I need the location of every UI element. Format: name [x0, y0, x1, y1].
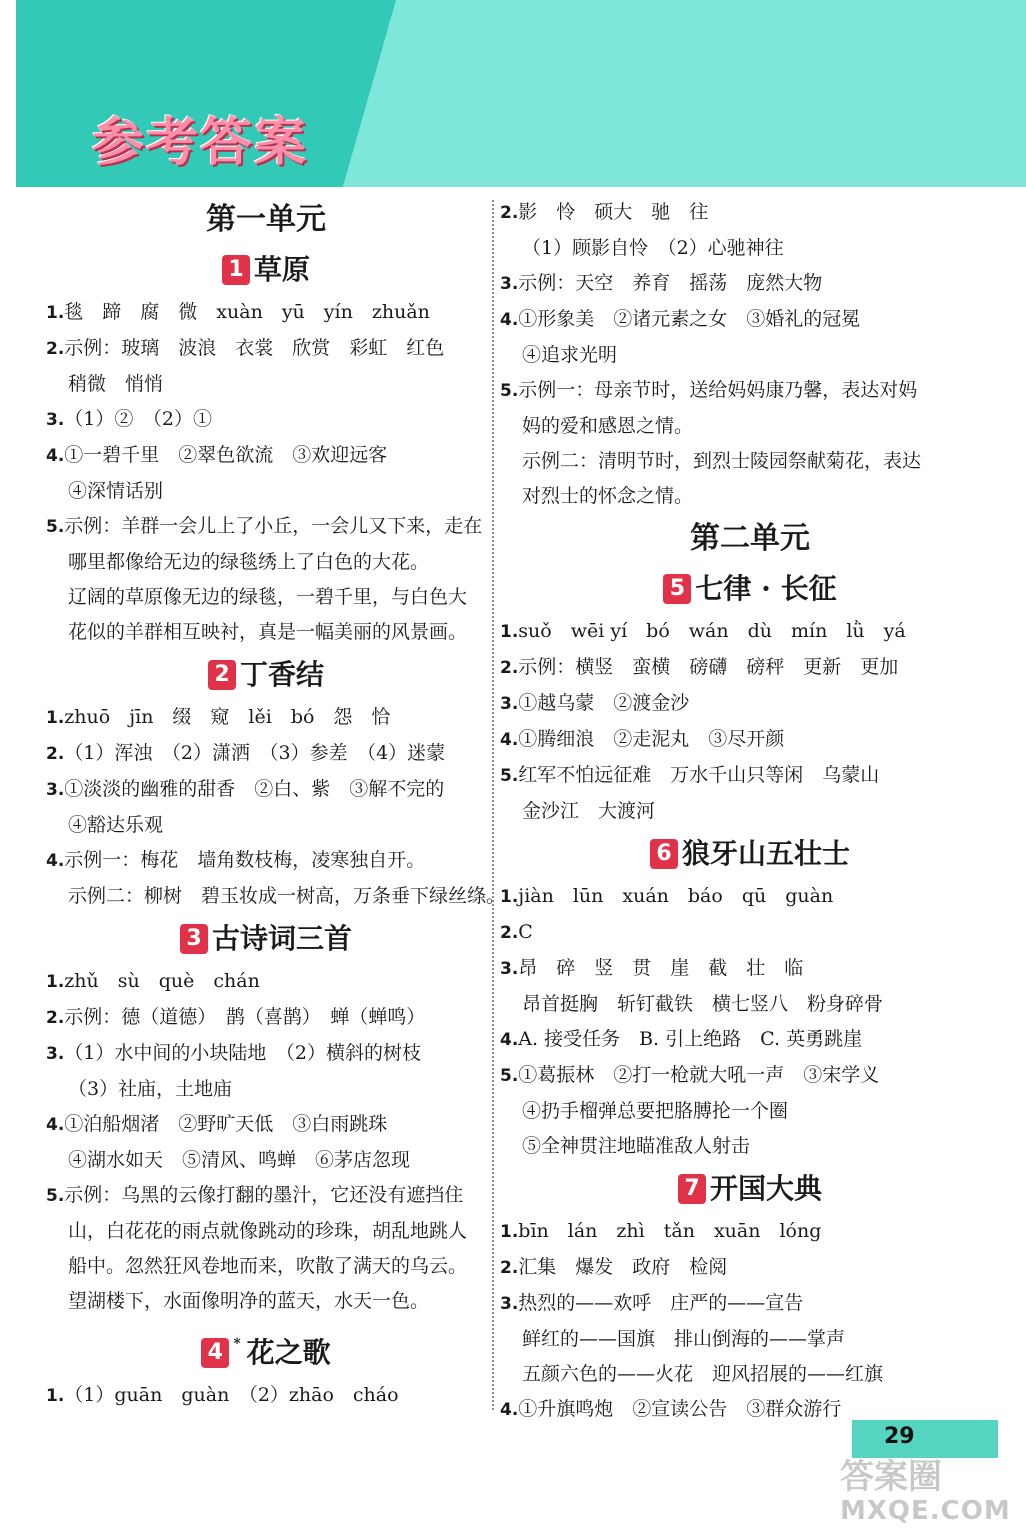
answer-text: 对烈士的怀念之情。 [522, 485, 694, 507]
answer-text: ①淡淡的幽雅的甜香 ②白、紫 ③解不完的 [64, 778, 445, 800]
answer-text: ①形象美 ②诸元素之女 ③婚礼的冠冕 [518, 308, 861, 330]
answer-line [46, 1284, 486, 1319]
answer-line [46, 772, 486, 808]
answer-text: 示例二：清明节时，到烈士陵园祭献菊花，表达 [522, 450, 922, 472]
question-number: 2. [500, 923, 519, 943]
answer-line [500, 758, 1000, 794]
answer-line [46, 700, 486, 736]
answer-text: ④扔手榴弹总要把胳膊抡一个圈 [522, 1100, 789, 1122]
optional-lesson-star: * [233, 1336, 241, 1352]
question-number: 4. [46, 851, 65, 871]
answer-line [500, 1357, 1000, 1392]
answer-text: 毯 蹄 腐 微 xuàn yū yín zhuǎn [64, 301, 430, 323]
answer-line [500, 794, 1000, 829]
answer-text: 花似的羊群相互映衬，真是一幅美丽的风景画。 [68, 621, 468, 643]
answer-line [500, 614, 1000, 650]
question-number: 5. [46, 1186, 65, 1206]
answer-line [46, 736, 486, 772]
answer-text: A. 接受任务 B. 引上绝路 C. 英勇跳崖 [518, 1028, 863, 1050]
answer-line [46, 615, 486, 650]
answer-text: zhuō jīn 缀 窥 lěi bó 怨 恰 [64, 706, 391, 728]
unit-heading-2: 第二单元 [690, 521, 810, 556]
answer-line [46, 1249, 486, 1284]
lesson-number-badge: 3 [180, 924, 208, 954]
answer-text: bīn lán zhì tǎn xuān lóng [518, 1220, 822, 1242]
lesson-heading-5 [500, 564, 1000, 614]
answer-text: ①腾细浪 ②走泥丸 ③尽开颜 [518, 728, 785, 750]
answer-text: ①越乌蒙 ②渡金沙 [518, 692, 690, 714]
answer-line [500, 1322, 1000, 1357]
answer-line [46, 879, 506, 914]
answer-line [46, 1000, 486, 1036]
answer-line [46, 1378, 486, 1414]
answer-text: ⑤全神贯注地瞄准敌人射击 [522, 1135, 751, 1157]
answer-line [46, 402, 486, 438]
answer-line [500, 231, 1000, 266]
answer-text: 稍微 悄悄 [68, 373, 164, 395]
answer-text: 船中。忽然狂风卷地而来，吹散了满天的乌云。 [68, 1255, 468, 1277]
lesson-heading-7 [500, 1164, 1000, 1214]
answer-line [500, 409, 1000, 444]
answer-line [500, 951, 1000, 987]
answer-line [500, 987, 1000, 1022]
answer-line [500, 1214, 1000, 1250]
answer-text: （3）社庙，土地庙 [68, 1078, 233, 1100]
answer-text: suǒ wēi yí bó wán dù mín lǜ yá [518, 620, 906, 642]
lesson-7-answers [500, 1214, 1000, 1428]
answer-text: （1）水中间的小块陆地 （2）横斜的树枝 [64, 1042, 421, 1064]
question-number: 3. [500, 694, 519, 714]
question-number: 2. [46, 1008, 65, 1028]
answer-line [46, 367, 486, 402]
question-number: 5. [46, 517, 65, 537]
lesson-heading-6 [500, 829, 1000, 879]
answer-text: 示例：玻璃 波浪 衣裳 欣赏 彩虹 红色 [64, 337, 445, 359]
question-number: 1. [46, 303, 65, 323]
answer-text: 辽阔的草原像无边的绿毯，一碧千里，与白色大 [68, 586, 468, 608]
lesson-heading-4 [46, 1319, 486, 1378]
lesson-title: 丁香结 [239, 658, 324, 691]
lesson-heading-1 [46, 245, 486, 295]
question-number: 2. [500, 658, 519, 678]
lesson-1-answers [46, 295, 486, 650]
question-number: 1. [46, 972, 65, 992]
lesson-number-badge: 5 [663, 574, 691, 604]
answer-text: ④追求光明 [522, 344, 618, 366]
right-column [500, 195, 1000, 1428]
answer-line [500, 650, 1000, 686]
page-title: 参考答案 [92, 113, 309, 173]
answer-text: 妈的爱和感恩之情。 [522, 415, 694, 437]
page-number: 29 [884, 1424, 915, 1449]
lesson-3-answers [46, 964, 486, 1319]
answer-line [46, 580, 486, 615]
lesson-title: 狼牙山五壮士 [681, 837, 850, 870]
answer-line [500, 915, 1000, 951]
question-number: 5. [500, 381, 519, 401]
watermark-text: 答案圈 [840, 1457, 942, 1497]
answer-text: 哪里都像给无边的绿毯绣上了白色的大花。 [68, 551, 430, 573]
answer-line [46, 545, 486, 580]
lesson-title: 开国大典 [709, 1172, 822, 1205]
answer-text: （1）guān guàn （2）zhāo cháo [64, 1384, 399, 1406]
answer-text: ①泊船烟渚 ②野旷天低 ③白雨跳珠 [64, 1113, 388, 1135]
answer-line [46, 964, 486, 1000]
lesson-number-badge: 4 [201, 1338, 229, 1368]
answer-text: 红军不怕远征难 万水千山只等闲 乌蒙山 [518, 764, 880, 786]
lesson-number-badge: 2 [208, 660, 236, 690]
lesson-title: 七律 · 长征 [695, 572, 837, 605]
answer-text: 示例：羊群一会儿上了小丘，一会儿又下来，走在 [64, 515, 483, 537]
question-number: 3. [46, 780, 65, 800]
answer-text: 示例一：母亲节时，送给妈妈康乃馨，表达对妈 [518, 379, 918, 401]
answer-line [500, 195, 1000, 231]
column-divider [492, 200, 494, 1410]
answer-line [500, 266, 1000, 302]
answer-text: 示例：天空 养育 摇荡 庞然大物 [518, 272, 823, 294]
answer-text: 望湖楼下，水面像明净的蓝天，水天一色。 [68, 1290, 430, 1312]
lesson-number-badge: 7 [678, 1174, 706, 1204]
answer-text: ①升旗鸣炮 ②宣读公告 ③群众游行 [518, 1398, 842, 1420]
lesson-5-answers [500, 614, 1000, 829]
answer-line [46, 1107, 486, 1143]
question-number: 4. [500, 730, 519, 750]
answer-text: 影 怜 硕大 驰 往 [518, 201, 709, 223]
answer-line [46, 509, 486, 545]
answer-line [500, 722, 1000, 758]
question-number: 1. [46, 708, 65, 728]
answer-line [500, 1022, 1000, 1058]
answer-line [500, 302, 1000, 338]
watermark-logo [840, 1458, 1016, 1528]
lesson-heading-3 [46, 914, 486, 964]
lesson-number-badge: 6 [650, 839, 678, 869]
answer-line [46, 1178, 486, 1214]
question-number: 4. [46, 446, 65, 466]
answer-line [500, 479, 1000, 514]
answer-line [500, 1094, 1000, 1129]
watermark-url: MXQE.COM [840, 1496, 1011, 1526]
answer-text: （1）② （2）① [64, 408, 212, 430]
answer-text: ①葛振林 ②打一枪就大吼一声 ③宋学义 [518, 1064, 880, 1086]
question-number: 5. [500, 1066, 519, 1086]
answer-text: 热烈的——欢呼 庄严的——宣告 [518, 1292, 804, 1314]
answer-line [46, 295, 486, 331]
answer-text: 山，白花花的雨点就像跳动的珍珠，胡乱地跳人 [68, 1220, 468, 1242]
answer-text: 示例二：柳树 碧玉妆成一树高，万条垂下绿丝绦。 [68, 885, 506, 907]
question-number: 2. [46, 339, 65, 359]
answer-text: 昂首挺胸 斩钉截铁 横七竖八 粉身碎骨 [522, 993, 884, 1015]
answer-text: ①一碧千里 ②翠色欲流 ③欢迎远客 [64, 444, 388, 466]
question-number: 2. [46, 744, 65, 764]
answer-line [500, 338, 1000, 373]
page-number-box [852, 1420, 998, 1458]
question-number: 3. [500, 959, 519, 979]
answer-line [46, 438, 486, 474]
answer-line [46, 1036, 486, 1072]
left-column [46, 195, 506, 1414]
answer-line [500, 686, 1000, 722]
lesson-title: 花之歌 [246, 1336, 331, 1369]
question-number: 4. [500, 310, 519, 330]
answer-line [500, 1129, 1000, 1164]
answer-line [46, 474, 486, 509]
answer-text: jiàn lūn xuán báo qū guàn [518, 885, 834, 907]
lesson-2-answers [46, 700, 506, 914]
lesson-4-answers [46, 1378, 486, 1414]
question-number: 3. [46, 410, 65, 430]
answer-text: 昂 碎 竖 贯 崖 截 壮 临 [518, 957, 804, 979]
answer-line [46, 331, 486, 367]
question-number: 4. [500, 1400, 519, 1420]
answer-text: 示例：横竖 蛮横 磅礴 磅秤 更新 更加 [518, 656, 899, 678]
answer-text: 金沙江 大渡河 [522, 800, 656, 822]
unit-heading-1: 第一单元 [206, 202, 326, 237]
lesson-heading-2 [46, 650, 486, 700]
answer-text: （1）顾影自怜 （2）心驰神往 [522, 237, 784, 259]
answer-line [46, 1214, 486, 1249]
answer-line [46, 1072, 486, 1107]
lesson-title: 草原 [253, 253, 310, 286]
question-number: 3. [500, 1294, 519, 1314]
answer-line [500, 373, 1000, 409]
lesson-4-answers-continued [500, 195, 1000, 514]
answer-line [46, 843, 486, 879]
lesson-number-badge: 1 [222, 255, 250, 285]
answer-text: C [518, 921, 533, 943]
answer-line [500, 879, 1000, 915]
question-number: 1. [500, 887, 519, 907]
lesson-6-answers [500, 879, 1000, 1164]
answer-text: 示例：乌黑的云像打翻的墨汁，它还没有遮挡住 [64, 1184, 464, 1206]
answer-text: 五颜六色的——火花 迎风招展的——红旗 [522, 1363, 884, 1385]
question-number: 5. [500, 766, 519, 786]
question-number: 2. [500, 203, 519, 223]
question-number: 4. [46, 1115, 65, 1135]
question-number: 2. [500, 1258, 519, 1278]
answer-text: ④豁达乐观 [68, 814, 164, 836]
answer-line [500, 444, 1000, 479]
answer-text: （1）浑浊 （2）潇洒 （3）参差 （4）迷蒙 [64, 742, 446, 764]
question-number: 3. [46, 1044, 65, 1064]
answer-text: ④湖水如天 ⑤清风、鸣蝉 ⑥茅店忽现 [68, 1149, 411, 1171]
answer-text: zhǔ sù què chán [64, 970, 260, 992]
answer-text: 汇集 爆发 政府 检阅 [518, 1256, 728, 1278]
question-number: 1. [500, 1222, 519, 1242]
answer-line [46, 1143, 486, 1178]
question-number: 1. [500, 622, 519, 642]
answer-line [500, 1058, 1000, 1094]
answer-text: 示例：德（道德） 鹊（喜鹊） 蝉（蝉鸣） [64, 1006, 426, 1028]
answer-line [500, 1286, 1000, 1322]
lesson-title: 古诗词三首 [211, 922, 352, 955]
answer-text: 示例一：梅花 墙角数枝梅，凌寒独自开。 [64, 849, 426, 871]
answer-text: ④深情话别 [68, 480, 164, 502]
question-number: 3. [500, 274, 519, 294]
question-number: 1. [46, 1386, 65, 1406]
answer-line [500, 1250, 1000, 1286]
answer-line [46, 808, 486, 843]
answer-text: 鲜红的——国旗 排山倒海的——掌声 [522, 1328, 846, 1350]
question-number: 4. [500, 1030, 519, 1050]
